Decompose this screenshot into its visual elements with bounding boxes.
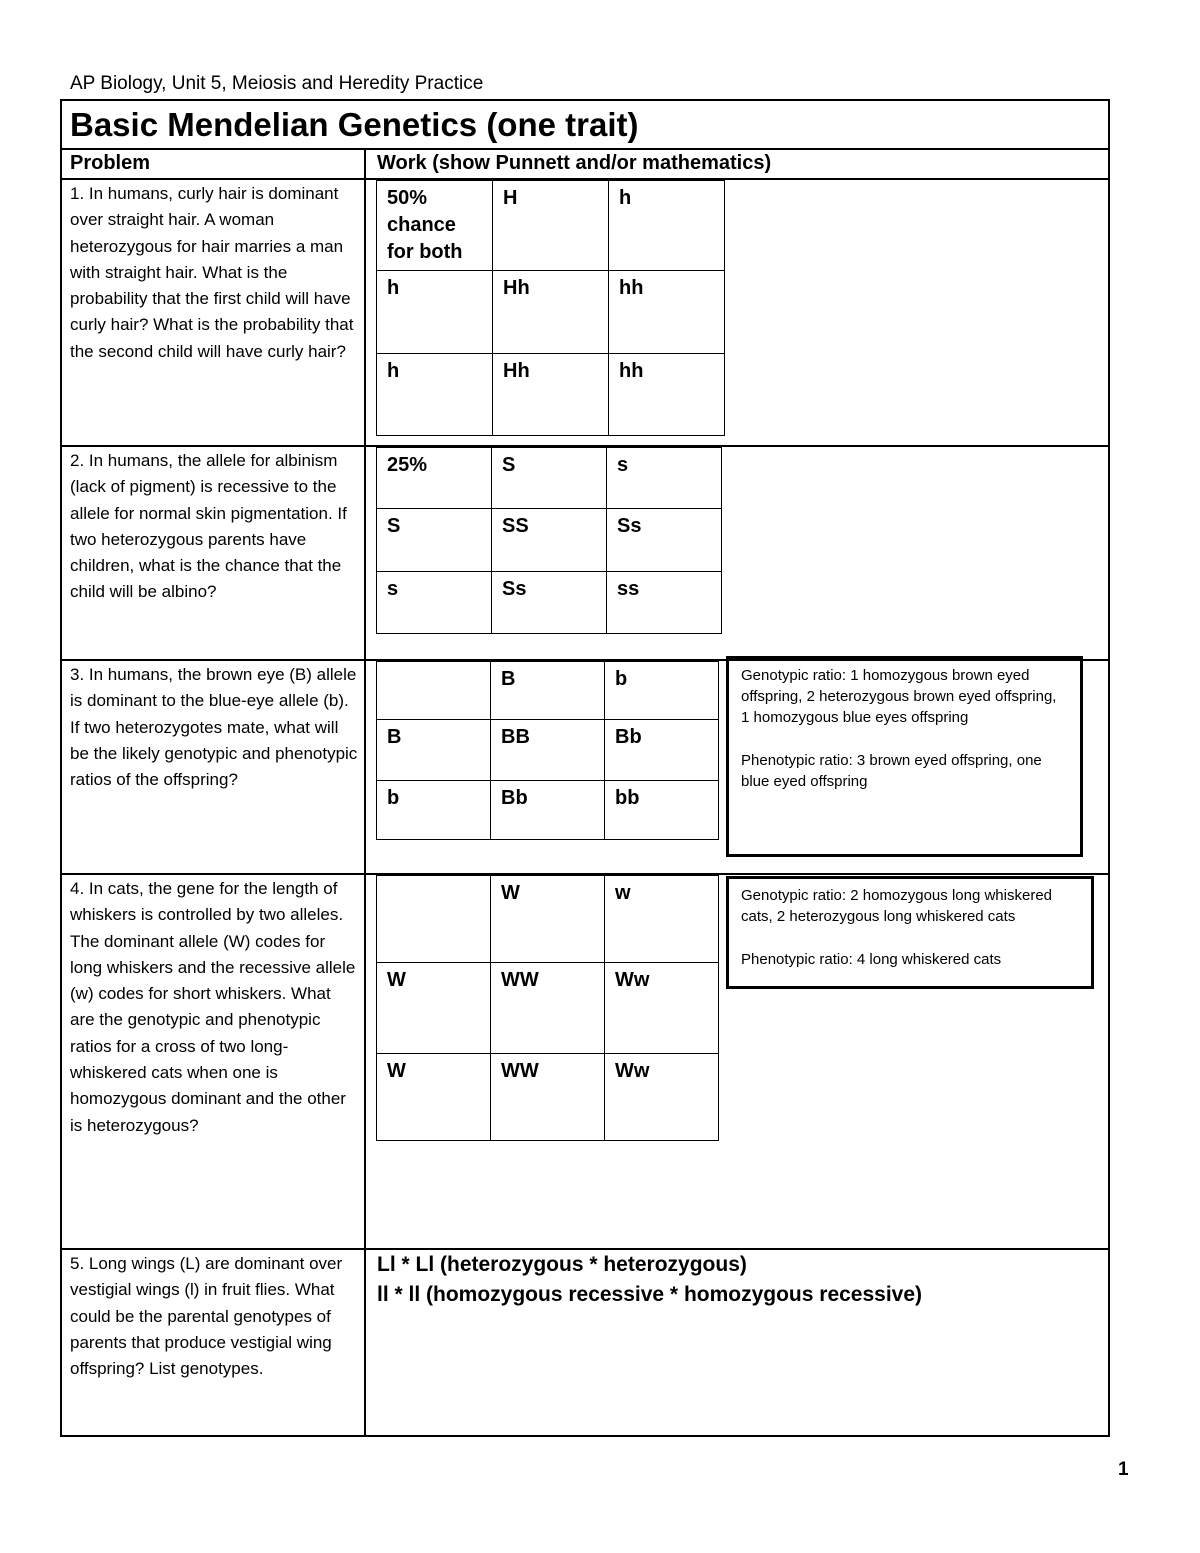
punnett-cell: Ss	[492, 572, 607, 634]
page-number: 1	[1118, 1459, 1129, 1480]
punnett-cell: Hh	[493, 354, 609, 436]
document-header: AP Biology, Unit 5, Meiosis and Heredity Practice	[70, 73, 484, 94]
problem-1-text: 1. In humans, curly hair is dominant over straight hair. A woman heterozygous for hair marries a man with straight hair. What is the probability that the first child will have curly hair? What is the probability that the second child will have curly hair?	[70, 184, 354, 361]
genotypic-ratio: Genotypic ratio: 2 homozygous long whiskered cats, 2 heterozygous long whiskered cats	[741, 887, 1053, 925]
punnett-cell: b	[605, 662, 719, 720]
punnett-cell: Bb	[605, 720, 719, 781]
phenotypic-ratio: Phenotypic ratio: 4 long whiskered cats	[741, 951, 1002, 968]
punnett-cell: s	[377, 572, 492, 634]
problem-column-header: Problem	[70, 152, 151, 174]
phenotypic-ratio: Phenotypic ratio: 3 brown eyed offspring, one blue eyed offspring	[741, 752, 1042, 790]
work-column-header: Work (show Punnett and/or mathematics)	[377, 152, 772, 174]
punnett-cell: Hh	[493, 271, 609, 354]
punnett-cell: b	[377, 781, 491, 840]
punnett-cell: H	[493, 181, 609, 271]
problem-2-text: 2. In humans, the allele for albinism (lack of pigment) is recessive to the allele for normal skin pigmentation. If two heterozygous parents have children, what is the chance that the child will be albino?	[70, 451, 347, 602]
punnett-cell: B	[377, 720, 491, 781]
punnett-cell: S	[377, 509, 492, 572]
punnett-cell: W	[377, 963, 491, 1054]
genotypic-ratio: Genotypic ratio: 1 homozygous brown eyed offspring, 2 heterozygous brown eyed offspring, 1 homozygous blue eyes offspring	[741, 667, 1057, 726]
punnett-cell: bb	[605, 781, 719, 840]
punnett-cell: 50% chance for both	[377, 181, 493, 271]
punnett-cell: h	[609, 181, 725, 271]
worksheet-title: Basic Mendelian Genetics (one trait)	[70, 106, 639, 143]
punnett-cell: WW	[491, 963, 605, 1054]
problem-5-answer	[377, 1250, 922, 1310]
punnett-cell: S	[492, 448, 607, 509]
punnett-cell: BB	[491, 720, 605, 781]
punnett-square-3	[376, 661, 719, 840]
punnett-cell: s	[607, 448, 722, 509]
answer-box-3	[726, 656, 1083, 857]
punnett-square-2	[376, 447, 722, 634]
punnett-cell	[377, 662, 491, 720]
punnett-cell: Bb	[491, 781, 605, 840]
answer-line: ll * ll (homozygous recessive * homozygous recessive)	[377, 1283, 923, 1306]
punnett-cell: B	[491, 662, 605, 720]
answer-line: Ll * Ll (heterozygous * heterozygous)	[377, 1253, 747, 1276]
punnett-cell: Ww	[605, 963, 719, 1054]
punnett-cell: 25%	[377, 448, 492, 509]
punnett-cell: SS	[492, 509, 607, 572]
punnett-cell: ss	[607, 572, 722, 634]
problem-4-text: 4. In cats, the gene for the length of whiskers is controlled by two alleles. The dominant allele (W) codes for long whiskers and the recessive allele (w) codes for short whiskers. What are the genotypic and phenotypic ratios for a cross of two long-whiskered cats when one is homozygous dominant and the other is heterozygous?	[70, 879, 356, 1135]
problem-5-text: 5. Long wings (L) are dominant over vestigial wings (l) in fruit flies. What could be the parental genotypes of parents that produce vestigial wing offspring? List genotypes.	[70, 1254, 343, 1379]
punnett-square-1	[376, 180, 725, 436]
answer-box-4	[726, 876, 1094, 989]
punnett-square-4	[376, 875, 719, 1141]
punnett-cell: W	[491, 876, 605, 963]
punnett-cell: Ss	[607, 509, 722, 572]
punnett-cell: h	[377, 271, 493, 354]
problem-3-text: 3. In humans, the brown eye (B) allele is dominant to the blue-eye allele (b). If two heterozygotes mate, what will be the likely genotypic and phenotypic ratios of the offspring?	[70, 665, 358, 790]
punnett-cell: Ww	[605, 1054, 719, 1141]
punnett-cell: WW	[491, 1054, 605, 1141]
punnett-cell: hh	[609, 354, 725, 436]
punnett-cell: h	[377, 354, 493, 436]
punnett-cell: w	[605, 876, 719, 963]
punnett-cell: W	[377, 1054, 491, 1141]
punnett-cell: hh	[609, 271, 725, 354]
punnett-cell	[377, 876, 491, 963]
